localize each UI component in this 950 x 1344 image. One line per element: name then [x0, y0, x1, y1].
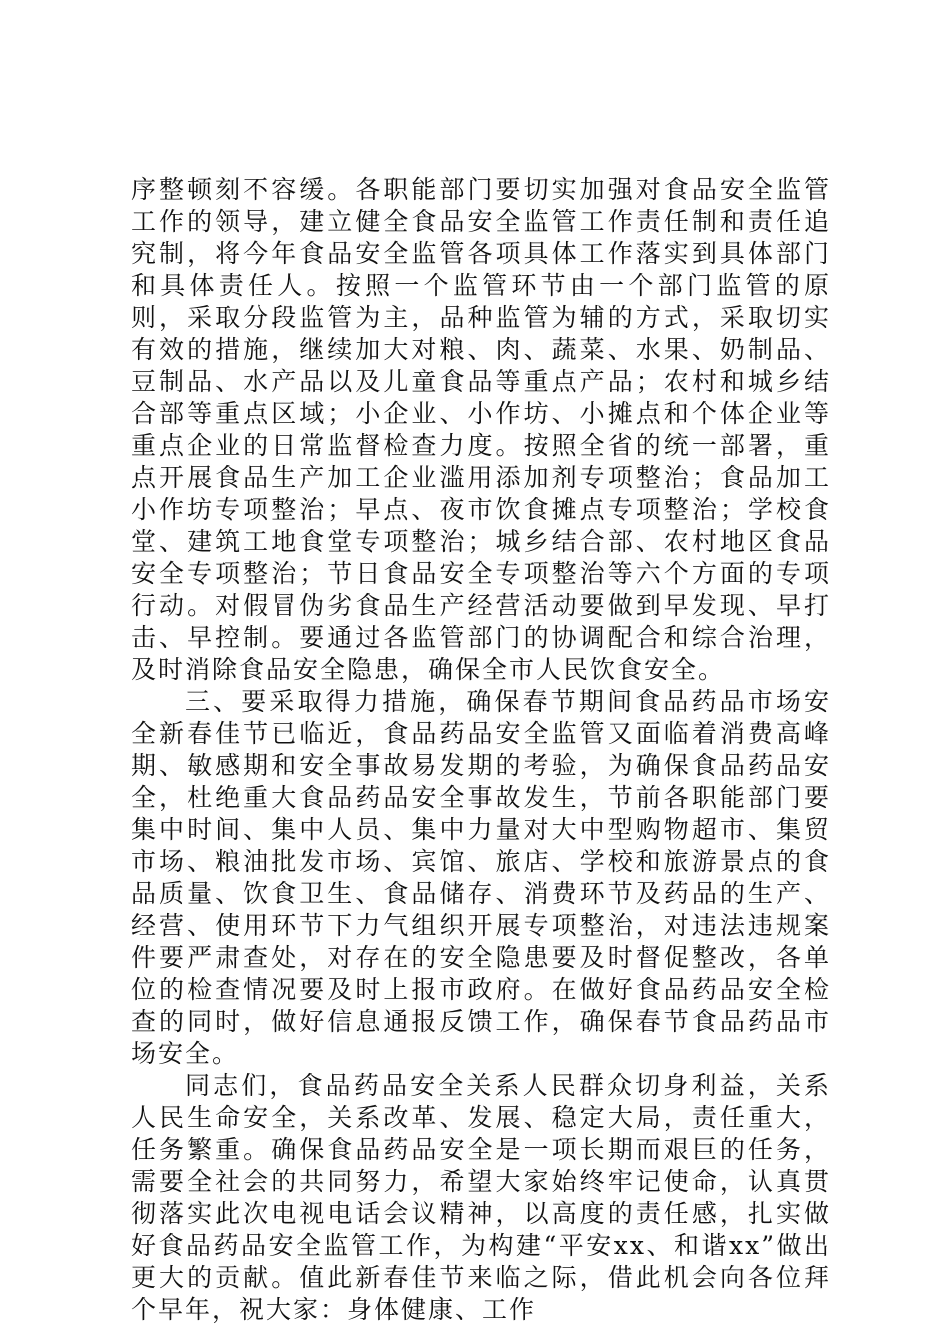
paragraph-spring-festival-safety: 三、要采取得力措施，确保春节期间食品药品市场安全新春佳节已临近，食品药品安全监管又面临着消费高峰期、敏感期和安全事故易发期的考验，为确保食品药品安全，杜绝重大食品药品安全事故发生，节前各职能部门要集中时间、集中人员、集中力量对大中型购物超市、集贸市场、粮油批发市场、宾馆、旅店、学校和旅游景点的食品质量、饮食卫生、食品储存、消费环节及药品的生产、经营、使用环节下力气组织开展专项整治，对违法违规案件要严肃查处，对存在的安全隐患要及时督促整改，各单位的检查情况要及时上报市政府。在做好食品药品安全检查的同时，做好信息通报反馈工作，确保春节食品药品市场安全。 [131, 687, 831, 1068]
paragraph-closing-remarks: 同志们，食品药品安全关系人民群众切身利益，关系人民生命安全，关系改革、发展、稳定大局，责任重大，任务繁重。确保食品药品安全是一项长期而艰巨的任务，需要全社会的共同努力，希望大家始终牢记使命，认真贯彻落实此次电视电话会议精神，以高度的责任感，扎实做好食品药品安全监管工作，为构建“平安xx、和谐xx”做出更大的贡献。值此新春佳节来临之际，借此机会向各位拜个早年，祝大家：身体健康、工作 [131, 1071, 831, 1324]
document-body [131, 174, 831, 1326]
paragraph-supervision-measures: 序整顿刻不容缓。各职能部门要切实加强对食品安全监管工作的领导，建立健全食品安全监管工作责任制和责任追究制，将今年食品安全监管各项具体工作落实到具体部门和具体责任人。按照一个监管环节由一个部门监管的原则，采取分段监管为主，品种监管为辅的方式，采取切实有效的措施，继续加大对粮、肉、蔬菜、水果、奶制品、豆制品、水产品以及儿童食品等重点产品；农村和城乡结合部等重点区域；小企业、小作坊、小摊点和个体企业等重点企业的日常监督检查力度。按照全省的统一部署，重点开展食品生产加工企业滥用添加剂专项整治；食品加工小作坊专项整治；早点、夜市饮食摊点专项整治；学校食堂、建筑工地食堂专项整治；城乡结合部、农村地区食品安全专项整治；节日食品安全专项整治等六个方面的专项行动。对假冒伪劣食品生产经营活动要做到早发现、早打击、早控制。要通过各监管部门的协调配合和综合治理，及时消除食品安全隐患，确保全市人民饮食安全。 [131, 175, 831, 684]
